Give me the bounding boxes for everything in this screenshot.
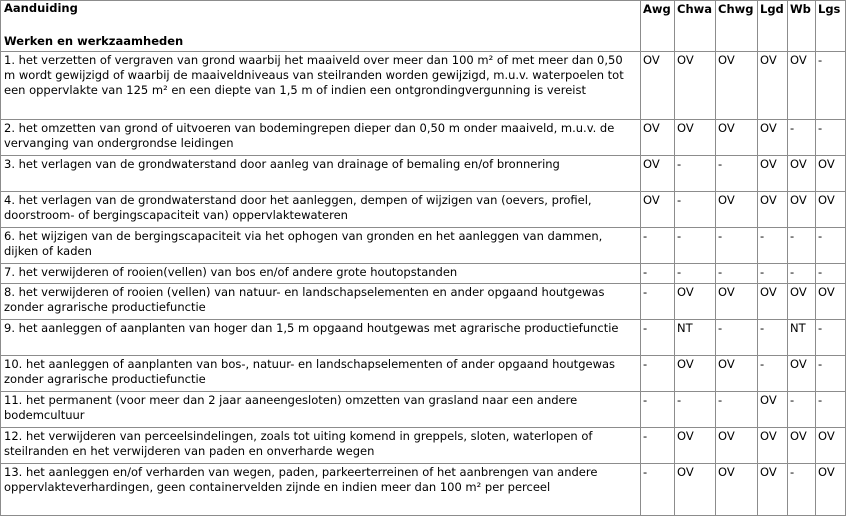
code-cell-lgs: OV bbox=[816, 428, 846, 464]
code-cell-lgs: OV bbox=[816, 192, 846, 228]
code-cell-chwg: OV bbox=[716, 120, 758, 156]
work-description-cell: 11. het permanent (voor meer dan 2 jaar aaneengesloten) omzetten van grasland naar een andere bodemcultuur bbox=[1, 392, 641, 428]
column-header-chwa: Chwa bbox=[675, 1, 716, 52]
work-description-cell: 9. het aanleggen of aanplanten van hoger dan 1,5 m opgaand houtgewas met agrarische productiefunctie bbox=[1, 320, 641, 356]
table-row bbox=[1, 392, 846, 428]
code-cell-lgs: OV bbox=[816, 464, 846, 516]
code-cell-lgs: - bbox=[816, 392, 846, 428]
code-cell-wb: OV bbox=[788, 192, 816, 228]
code-cell-wb: - bbox=[788, 228, 816, 264]
code-cell-wb: - bbox=[788, 264, 816, 284]
code-cell-lgd: OV bbox=[758, 156, 788, 192]
code-cell-chwa: NT bbox=[675, 320, 716, 356]
code-cell-chwa: OV bbox=[675, 464, 716, 516]
header-row bbox=[1, 1, 846, 52]
code-cell-chwa: OV bbox=[675, 284, 716, 320]
table-row bbox=[1, 192, 846, 228]
table-row bbox=[1, 228, 846, 264]
code-cell-awg: - bbox=[641, 264, 675, 284]
code-cell-chwa: - bbox=[675, 392, 716, 428]
work-description-cell: 13. het aanleggen en/of verharden van wegen, paden, parkeerterreinen of het aanbrengen van andere oppervlakteverhardingen, geen containervelden zijnde en indien meer dan 100 m² per perceel bbox=[1, 464, 641, 516]
header-werken: Werken en werkzaamheden bbox=[4, 34, 184, 48]
code-cell-lgd: OV bbox=[758, 464, 788, 516]
code-cell-chwg: - bbox=[716, 264, 758, 284]
code-cell-lgd: OV bbox=[758, 120, 788, 156]
table-row bbox=[1, 120, 846, 156]
column-header-lgs: Lgs bbox=[816, 1, 846, 52]
code-cell-lgd: OV bbox=[758, 52, 788, 120]
column-header-wb: Wb bbox=[788, 1, 816, 52]
code-cell-chwg: OV bbox=[716, 464, 758, 516]
code-cell-wb: OV bbox=[788, 428, 816, 464]
code-cell-lgs: - bbox=[816, 120, 846, 156]
code-cell-awg: - bbox=[641, 356, 675, 392]
code-cell-awg: OV bbox=[641, 120, 675, 156]
code-cell-wb: OV bbox=[788, 284, 816, 320]
code-cell-awg: OV bbox=[641, 192, 675, 228]
table-row bbox=[1, 428, 846, 464]
work-description-cell: 8. het verwijderen of rooien (vellen) van natuur- en landschapselementen en ander opgaand houtgewas zonder agrarische productiefunctie bbox=[1, 284, 641, 320]
code-cell-awg: - bbox=[641, 320, 675, 356]
code-cell-lgd: OV bbox=[758, 284, 788, 320]
code-cell-chwa: - bbox=[675, 228, 716, 264]
column-header-lgd: Lgd bbox=[758, 1, 788, 52]
code-cell-awg: - bbox=[641, 392, 675, 428]
code-cell-wb: OV bbox=[788, 356, 816, 392]
table-row bbox=[1, 264, 846, 284]
code-cell-wb: - bbox=[788, 120, 816, 156]
table-body bbox=[1, 52, 846, 516]
code-cell-chwa: OV bbox=[675, 428, 716, 464]
code-cell-awg: OV bbox=[641, 52, 675, 120]
code-cell-lgd: - bbox=[758, 356, 788, 392]
code-cell-lgd: OV bbox=[758, 192, 788, 228]
code-cell-lgd: - bbox=[758, 228, 788, 264]
code-cell-lgs: OV bbox=[816, 156, 846, 192]
code-cell-lgs: - bbox=[816, 356, 846, 392]
code-cell-lgs: - bbox=[816, 264, 846, 284]
code-cell-chwg: OV bbox=[716, 52, 758, 120]
code-cell-chwg: - bbox=[716, 392, 758, 428]
work-description-cell: 7. het verwijderen of rooien(vellen) van bos en/of andere grote houtopstanden bbox=[1, 264, 641, 284]
code-cell-awg: OV bbox=[641, 156, 675, 192]
code-cell-chwa: OV bbox=[675, 120, 716, 156]
code-cell-chwg: OV bbox=[716, 356, 758, 392]
code-cell-wb: OV bbox=[788, 52, 816, 120]
code-cell-chwa: - bbox=[675, 192, 716, 228]
code-cell-wb: - bbox=[788, 464, 816, 516]
table-row bbox=[1, 464, 846, 516]
code-cell-chwg: - bbox=[716, 320, 758, 356]
code-cell-wb: OV bbox=[788, 156, 816, 192]
code-cell-chwa: OV bbox=[675, 52, 716, 120]
table-row bbox=[1, 284, 846, 320]
header-aanduiding-cell bbox=[1, 1, 641, 52]
work-description-cell: 10. het aanleggen of aanplanten van bos-, natuur- en landschapselementen of ander opgaand houtgewas zonder agrarische productiefunctie bbox=[1, 356, 641, 392]
code-cell-lgd: OV bbox=[758, 392, 788, 428]
code-cell-lgs: - bbox=[816, 52, 846, 120]
work-description-cell: 4. het verlagen van de grondwaterstand door het aanleggen, dempen of wijzigen van (oevers, profiel, doorstroom- of bergingscapaciteit van) oppervlaktewateren bbox=[1, 192, 641, 228]
column-header-awg: Awg bbox=[641, 1, 675, 52]
work-description-cell: 12. het verwijderen van perceelsindelingen, zoals tot uiting komend in greppels, sloten, waterlopen of steilranden en het verwijderen van paden en onverharde wegen bbox=[1, 428, 641, 464]
code-cell-chwa: - bbox=[675, 156, 716, 192]
code-cell-wb: NT bbox=[788, 320, 816, 356]
code-cell-chwa: - bbox=[675, 264, 716, 284]
code-cell-chwa: OV bbox=[675, 356, 716, 392]
code-cell-lgs: - bbox=[816, 320, 846, 356]
work-description-cell: 2. het omzetten van grond of uitvoeren van bodemingrepen dieper dan 0,50 m onder maaiveld, m.u.v. de vervanging van ondergrondse leidingen bbox=[1, 120, 641, 156]
code-cell-chwg: OV bbox=[716, 284, 758, 320]
code-cell-lgd: OV bbox=[758, 428, 788, 464]
column-header-chwg: Chwg bbox=[716, 1, 758, 52]
code-cell-wb: - bbox=[788, 392, 816, 428]
code-cell-chwg: OV bbox=[716, 428, 758, 464]
code-cell-lgs: OV bbox=[816, 284, 846, 320]
header-aanduiding: Aanduiding bbox=[4, 1, 78, 15]
work-description-cell: 3. het verlagen van de grondwaterstand door aanleg van drainage of bemaling en/of bronnering bbox=[1, 156, 641, 192]
table-row bbox=[1, 52, 846, 120]
code-cell-lgs: - bbox=[816, 228, 846, 264]
table-row bbox=[1, 320, 846, 356]
code-cell-chwg: OV bbox=[716, 192, 758, 228]
code-cell-awg: - bbox=[641, 428, 675, 464]
code-cell-awg: - bbox=[641, 464, 675, 516]
code-cell-lgd: - bbox=[758, 264, 788, 284]
code-cell-chwg: - bbox=[716, 228, 758, 264]
work-description-cell: 1. het verzetten of vergraven van grond waarbij het maaiveld over meer dan 100 m² of met meer dan 0,50 m wordt gewijzigd of waarbij de maaiveldniveaus van steilranden worden gewijzigd, m.u.v. waterpoelen tot een oppervlakte van 125 m² en een diepte van 1,5 m of indien een ontgrondingvergunning is vereist bbox=[1, 52, 641, 120]
table-row bbox=[1, 156, 846, 192]
code-cell-chwg: - bbox=[716, 156, 758, 192]
table-row bbox=[1, 356, 846, 392]
code-cell-awg: - bbox=[641, 284, 675, 320]
code-cell-lgd: - bbox=[758, 320, 788, 356]
code-cell-awg: - bbox=[641, 228, 675, 264]
work-description-cell: 6. het wijzigen van de bergingscapaciteit via het ophogen van gronden en het aanleggen van dammen, dijken of kaden bbox=[1, 228, 641, 264]
